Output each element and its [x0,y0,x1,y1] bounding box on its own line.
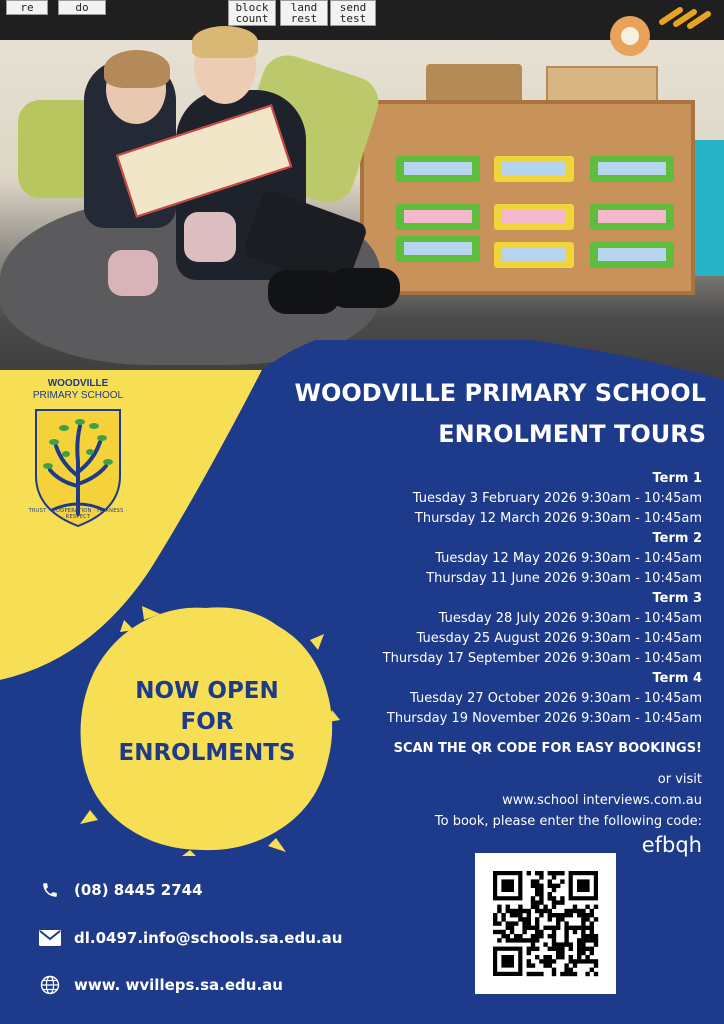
term-heading: Term 3 [652,591,702,606]
term-heading: Term 2 [652,531,702,546]
tour-schedule [383,469,702,729]
tour-date: Tuesday 3 February 2026 9:30am - 10:45am [412,491,702,506]
board-card: do [58,0,106,15]
headline-school: WOODVILLE PRIMARY SCHOOL [294,379,706,407]
tour-date: Tuesday 12 May 2026 9:30am - 10:45am [435,551,702,566]
tour-date: Tuesday 28 July 2026 9:30am - 10:45am [438,611,702,626]
board-card: re [6,0,48,15]
or-visit-text: or visit [657,772,702,787]
booking-instruction: To book, please enter the following code: [434,814,702,829]
tour-date: Tuesday 25 August 2026 9:30am - 10:45am [416,631,702,646]
logo-motto: TRUST · COOPERATION · FAIRNESS · RESPECT [28,508,128,520]
phone-icon [38,878,62,902]
booking-code: efbqh [641,833,702,857]
booking-url[interactable]: www.school interviews.com.au [502,793,702,808]
tour-date: Thursday 19 November 2026 9:30am - 10:45am [386,711,702,726]
contact-website[interactable] [38,972,283,998]
qr-code[interactable] [475,853,616,994]
enrolment-badge-text: NOW OPEN FOR ENROLMENTS [118,678,296,766]
storage-shelf [360,100,695,295]
website-url: www. wvilleps.sa.edu.au [74,976,283,994]
contact-email[interactable] [38,925,342,951]
qr-code-graphic [475,853,616,994]
phone-number: (08) 8445 2744 [74,881,203,899]
term-heading: Term 4 [652,671,702,686]
tour-date: Thursday 11 June 2026 9:30am - 10:45am [426,571,702,586]
school-logo [22,378,134,538]
tour-date: Tuesday 27 October 2026 9:30am - 10:45am [410,691,702,706]
mail-icon [38,926,62,950]
board-card: send test [330,0,376,26]
scan-qr-heading: SCAN THE QR CODE FOR EASY BOOKINGS! [393,741,702,756]
globe-icon [38,973,62,997]
tour-date: Thursday 12 March 2026 9:30am - 10:45am [414,511,702,526]
board-card: block count [228,0,276,26]
term-heading: Term 1 [652,471,702,486]
email-address: dl.0497.info@schools.sa.edu.au [74,929,343,947]
logo-name-line2: PRIMARY SCHOOL [32,390,124,401]
headline-tours: ENROLMENT TOURS [438,420,706,448]
logo-name-line1: WOODVILLE [47,378,109,389]
board-card: land rest [280,0,328,26]
contact-phone[interactable] [38,877,203,903]
tour-date: Thursday 17 September 2026 9:30am - 10:45am [382,651,702,666]
flower-decoration [600,2,724,64]
